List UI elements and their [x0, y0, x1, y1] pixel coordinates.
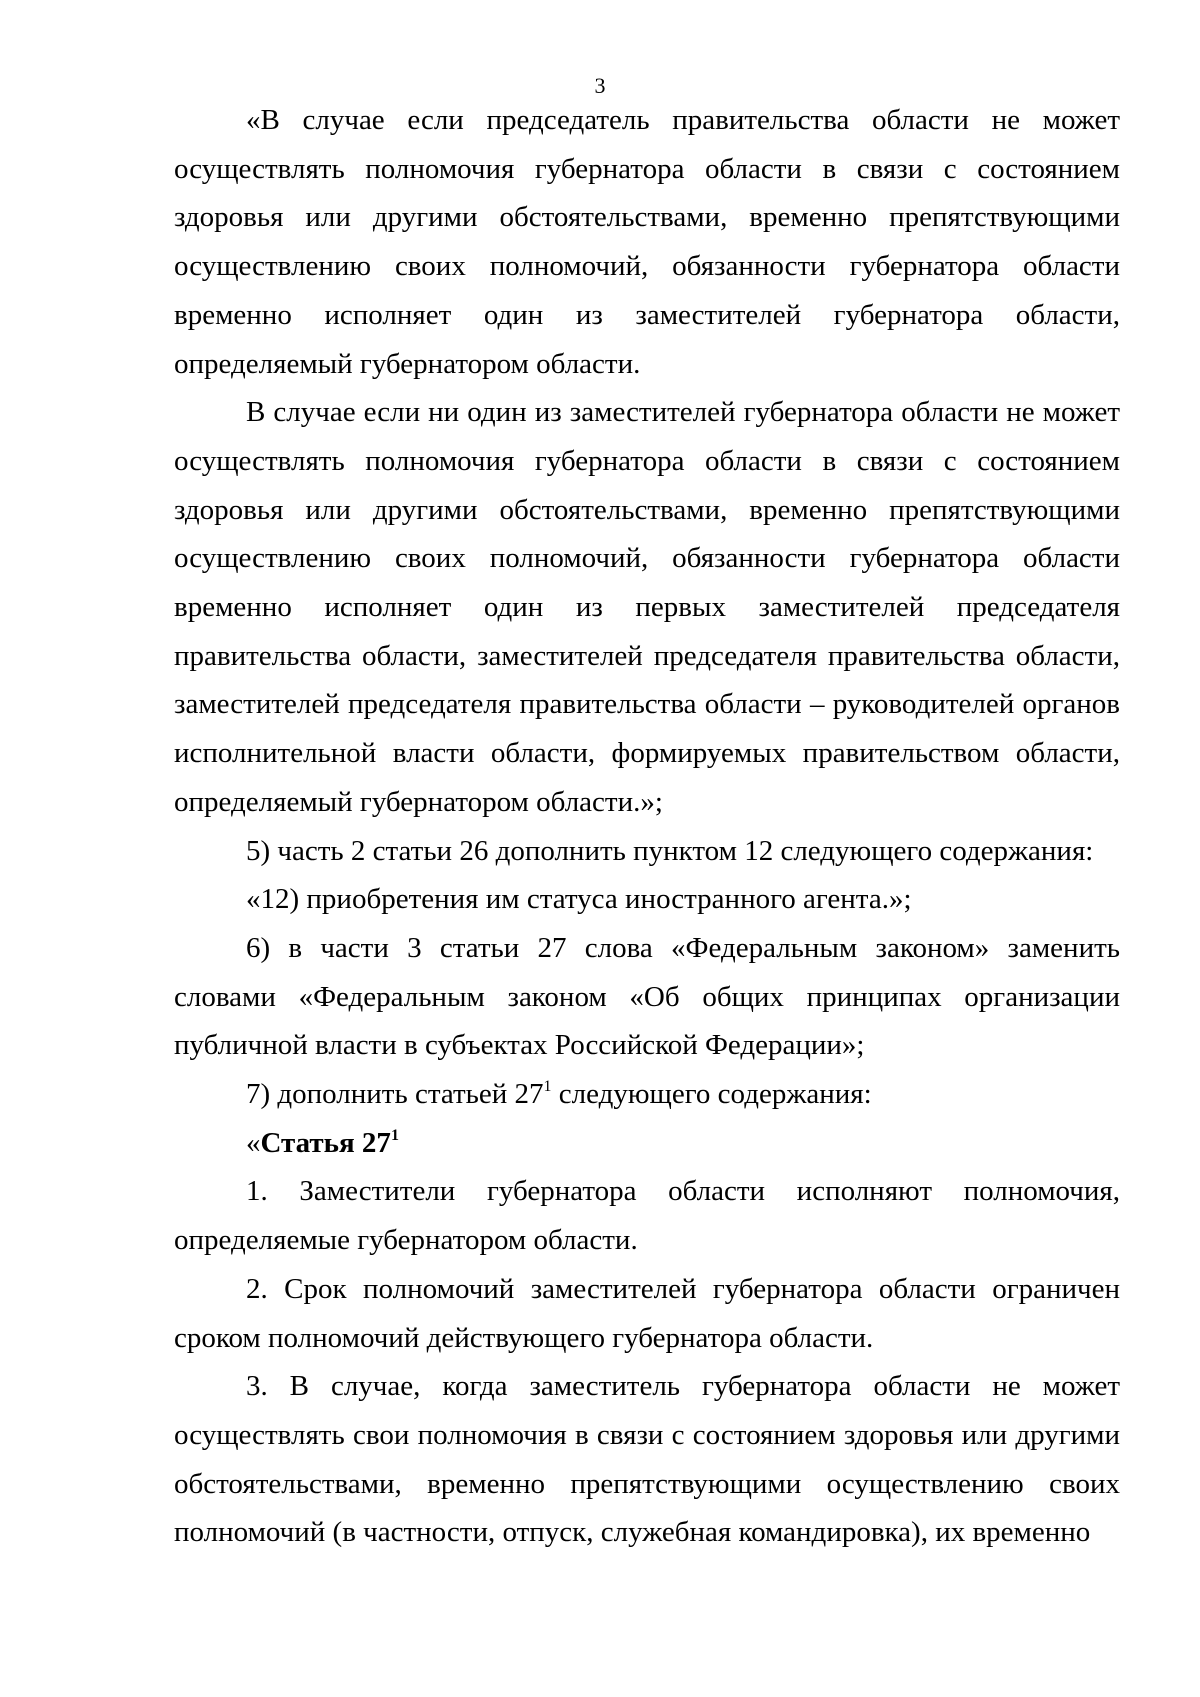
- article-superscript: 1: [390, 1126, 399, 1144]
- article-part-1: 1. Заместители губернатора области исполняют полномочия, определяемые губернатором области.: [174, 1175, 1120, 1257]
- paragraph-first-deputies-replacement: В случае если ни один из заместителей губернатора области не может осуществлять полномочия губернатора области в связи с состоянием здоровья или другими обстоятельствами, временно препятствующими осуществлению своих полномочий, обязанности губернатора области временно исполняет один из первых заместителей председателя правительства области, заместителей председателя правительства области, заместителей председателя правительства области – руководителей органов исполнительной власти области, формируемых правительством области, определяемый губернатором области.»;: [174, 396, 1120, 818]
- paragraph-item-6: 6) в части 3 статьи 27 слова «Федеральным законом» заменить словами «Федеральным законом «Об общих принципах организации публичной власти в субъектах Российской Федерации»;: [174, 931, 1120, 1062]
- item7-superscript: 1: [543, 1078, 552, 1096]
- paragraph-item-7: [174, 1070, 1120, 1119]
- article-part-3: 3. В случае, когда заместитель губернатора области не может осуществлять свои полномочия в связи с состоянием здоровья или другими обстоятельствами, временно препятствующими осуществлению своих полномочий (в частности, отпуск, служебная командировка), их временно: [174, 1370, 1120, 1549]
- document-body: [174, 96, 1120, 1557]
- page-number: 3: [594, 73, 606, 98]
- item7-text-end: следующего содержания:: [551, 1078, 872, 1111]
- item7-text: 7) дополнить статьей 27: [246, 1078, 544, 1111]
- article-heading: [174, 1119, 1120, 1168]
- paragraph-deputy-replacement: «В случае если председатель правительства области не может осуществлять полномочия губернатора области в связи с состоянием здоровья или другими обстоятельствами, временно препятствующими осуществлению своих полномочий, обязанности губернатора области временно исполняет один из заместителей губернатора области, определяемый губернатором области.: [174, 104, 1120, 380]
- article-title: Статья 27: [260, 1126, 391, 1159]
- paragraph-item-5: 5) часть 2 статьи 26 дополнить пунктом 12 следующего содержания:: [246, 834, 1094, 867]
- article-open-quote: «: [246, 1126, 261, 1159]
- article-part-2: 2. Срок полномочий заместителей губернатора области ограничен сроком полномочий действующего губернатора области.: [174, 1272, 1120, 1354]
- paragraph-item-5-content: «12) приобретения им статуса иностранного агента.»;: [246, 883, 912, 916]
